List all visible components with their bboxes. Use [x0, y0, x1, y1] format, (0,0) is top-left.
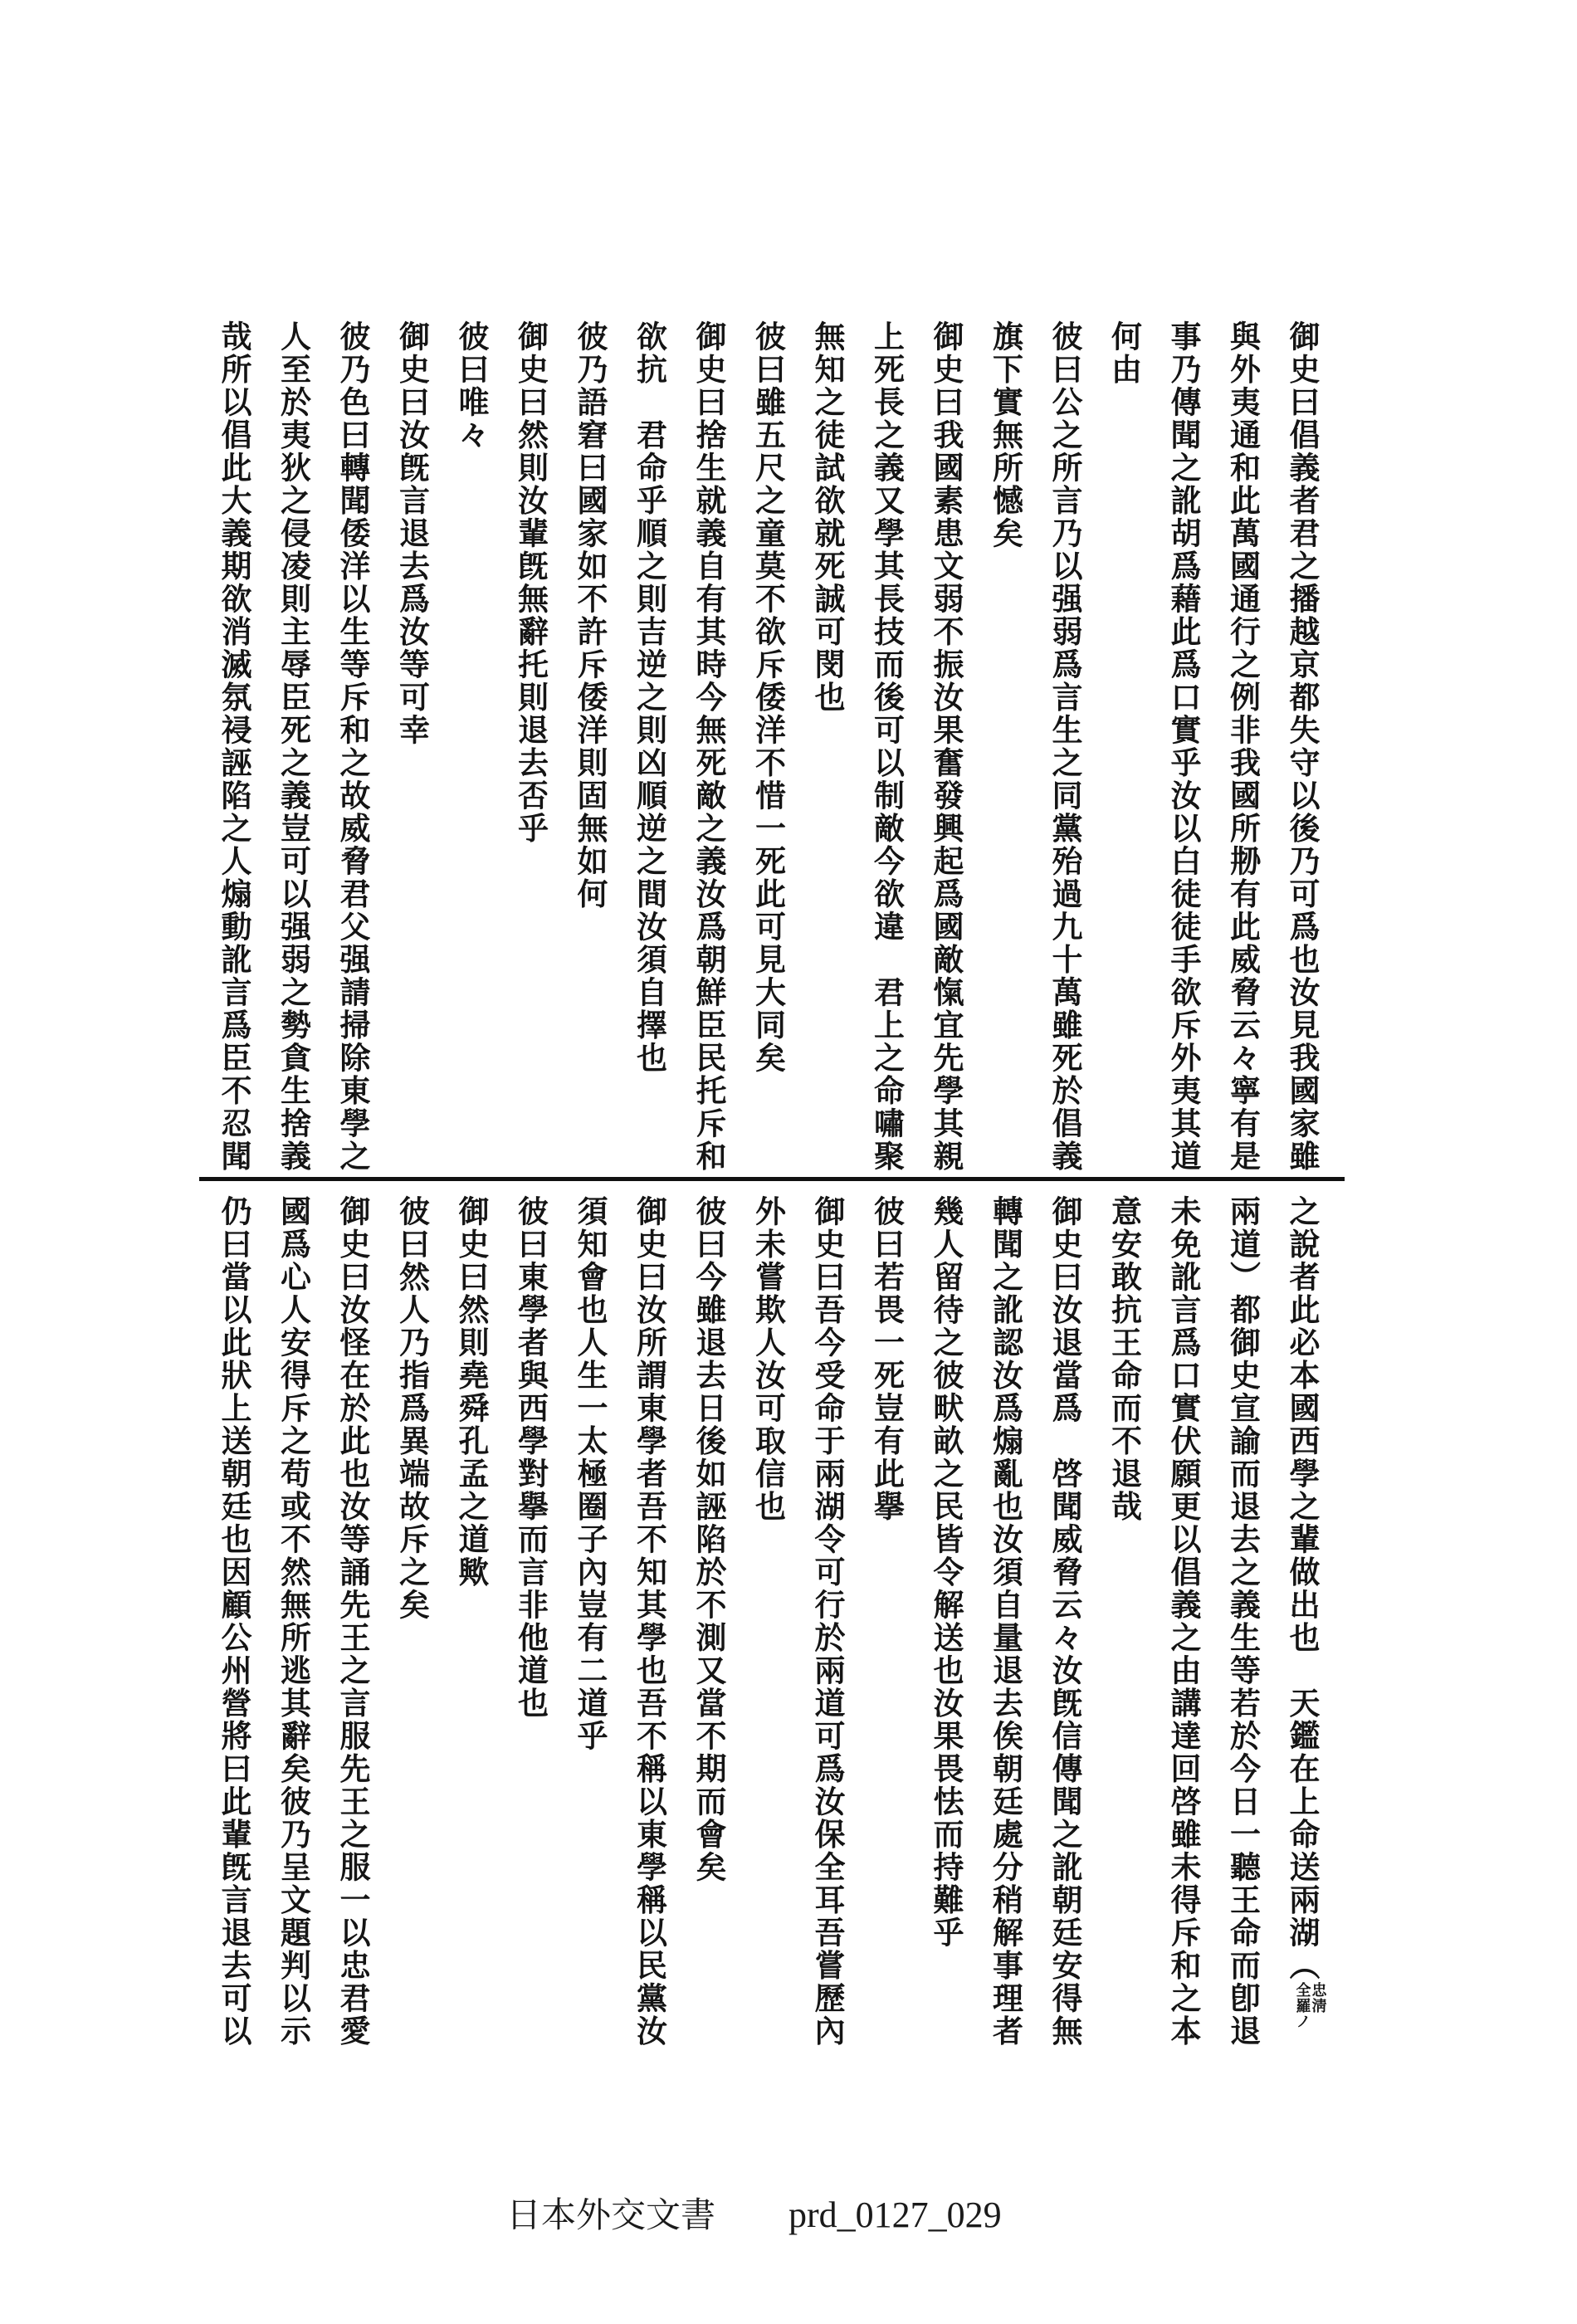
text-column: 轉聞之訛認汝爲煽亂也汝須自量退去俟朝廷處分稍解事理者 — [987, 1195, 1024, 2048]
footer-collection-title: 日本外交文書 — [506, 2195, 716, 2235]
text-column: 人至於夷狄之侵凌則主辱臣死之義豈可以强弱之勢貪生捨義 — [275, 320, 312, 1173]
text-column: 御史曰吾今受命于兩湖令可行於兩道可爲汝保全耳吾嘗歷內 — [809, 1195, 846, 2048]
text-column: 仍曰當以此狀上送朝廷也因顧公州營將曰此輩旣言退去可以 — [216, 1195, 252, 2048]
text-column: 御史曰汝所謂東學者吾不知其學也吾不稱以東學稱以民黨汝 — [631, 1195, 668, 2048]
text-column: 事乃傳聞之訛胡爲藉此爲口實乎汝以白徒徒手欲斥外夷其道 — [1165, 320, 1202, 1173]
upper-text-block — [203, 320, 1331, 1175]
text-column: 御史曰倡義者君之播越京都失守以後乃可爲也汝見我國家雖 — [1284, 320, 1321, 1173]
text-column: 御史曰汝怪在於此也汝等誦先王之言服先王之服一以忠君愛 — [334, 1195, 371, 2048]
annotation-line-right: 忠淸 — [1309, 1982, 1327, 2014]
page-footer — [506, 2193, 1137, 2238]
text-column: 御史曰我國素患文弱不振汝果奮發興起爲國敵愾宜先學其親 — [928, 320, 964, 1173]
inline-annotation — [1295, 1982, 1326, 2029]
text-column: 御史曰然則堯舜孔孟之道歟 — [453, 1195, 490, 1589]
text-column: 上死長之義又學其長技而後可以制敵今欲違 君上之命嘯聚 — [868, 320, 906, 1173]
text-column: 旗下實無所憾矣 — [987, 320, 1024, 550]
text-column-with-annotation — [1272, 1195, 1332, 2058]
text-column: 彼曰東學者與西學對擧而言非他道也 — [512, 1195, 549, 1720]
text-column: 彼曰然人乃指爲異端故斥之矣 — [393, 1195, 431, 1622]
annotation-line-left: 全羅ノ — [1293, 1982, 1311, 2029]
section-divider-rule — [199, 1177, 1345, 1181]
text-column: 無知之徒試欲就死誠可閔也 — [809, 320, 846, 714]
text-column: 彼曰雖五尺之童莫不欲斥倭洋不惜一死此可見大同矣 — [749, 320, 787, 1075]
text-column: 未免訛言爲口實伏願更以倡義之由講達回啓雖未得斥和之本 — [1165, 1195, 1202, 2048]
text-column: 彼曰今雖退去日後如誣陷於不測又當不期而會矣 — [691, 1195, 727, 1884]
text-column: 須知會也人生一太極圈子內豈有二道乎 — [572, 1195, 608, 1753]
text-column: 御史曰然則汝輩旣無辭托則退去否乎 — [512, 320, 549, 845]
text-column: 彼曰若畏一死豈有此擧 — [868, 1195, 906, 1523]
text-column: 彼曰公之所言乃以强弱爲言生之同黨殆過九十萬雖死於倡義 — [1047, 320, 1083, 1173]
text-column: 欲抗 君命乎順之則吉逆之則凶順逆之間汝須自擇也 — [631, 320, 668, 1075]
text-column: 哉所以倡此大義期欲消滅氛祲誣陷之人煽動訛言爲臣不忍聞 — [216, 320, 252, 1173]
footer-page-id: prd_0127_029 — [788, 2195, 1002, 2235]
text-column: 御史曰汝退當爲 啓聞威脅云々汝旣信傳聞之訛朝廷安得無 — [1047, 1195, 1083, 2048]
text-column: 外未嘗欺人汝可取信也 — [749, 1195, 787, 1523]
text-column: 與外夷通和此萬國通行之例非我國所刱有此威脅云々寧有是 — [1224, 320, 1262, 1173]
text-column: 國爲心人安得斥之苟或不然無所逃其辭矣彼乃呈文題判以示 — [275, 1195, 312, 2048]
lower-text-block — [203, 1195, 1331, 2058]
text-column: 彼曰唯々 — [453, 320, 490, 452]
text-column: 御史曰捨生就義自有其時今無死敵之義汝爲朝鮮臣民托斥和 — [691, 320, 727, 1173]
text-column: 御史曰汝旣言退去爲汝等可幸 — [393, 320, 431, 747]
column-text: 之說者此必本國西學之輩做出也 天鑑在上命送兩湖（ — [1284, 1195, 1321, 1982]
text-column: 意安敢抗王命而不退哉 — [1106, 1195, 1143, 1523]
text-column: 何由 — [1106, 320, 1143, 386]
text-column: 兩道）都御史宣諭而退去之義生等若於今日一聽王命而卽退 — [1224, 1195, 1262, 2048]
text-column: 彼乃色曰轉聞倭洋以生等斥和之故威脅君父强請掃除東學之 — [334, 320, 371, 1173]
text-column: 彼乃語窘曰國家如不許斥倭洋則固無如何 — [572, 320, 608, 911]
text-column: 幾人留待之彼畎畝之民皆令解送也汝果畏怯而持難乎 — [928, 1195, 964, 1950]
